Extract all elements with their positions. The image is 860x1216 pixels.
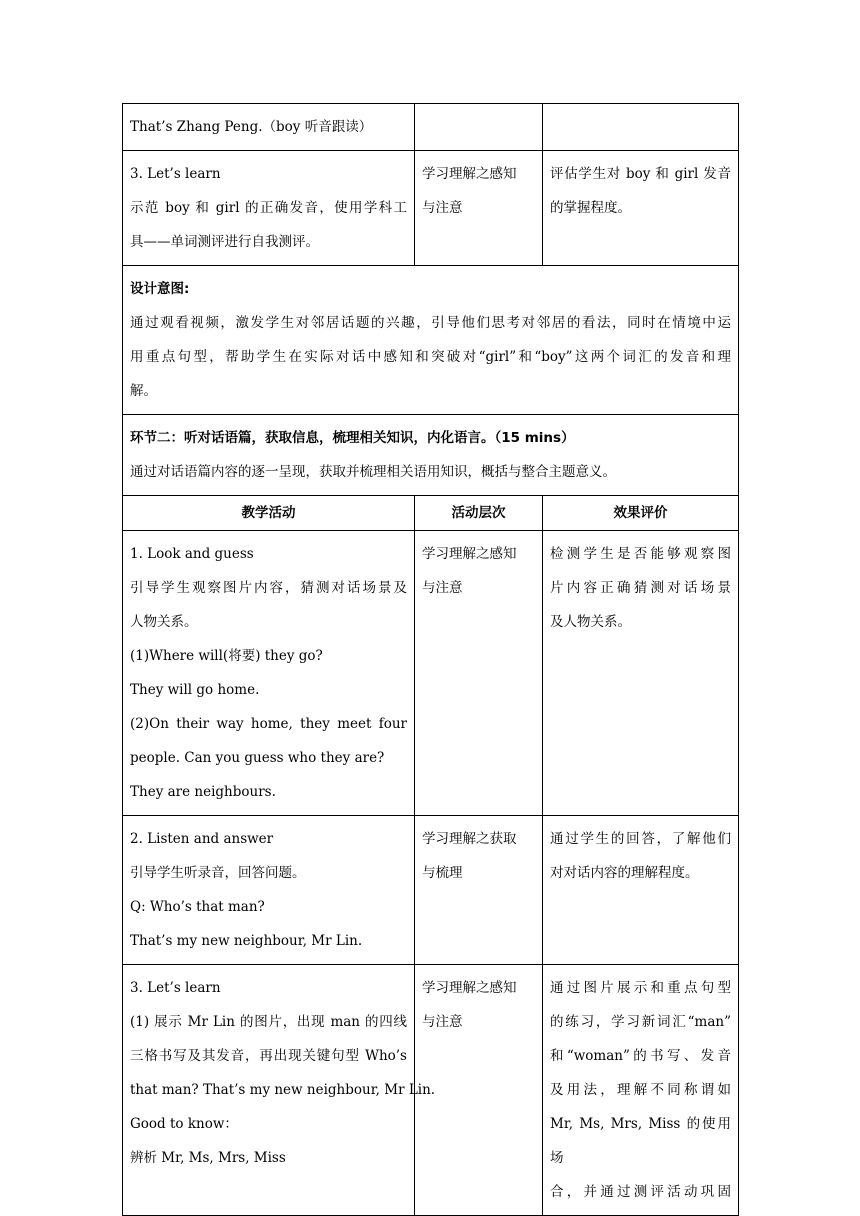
activity-cell — [123, 531, 415, 816]
cell-line: 及用法，理解不同称谓如 — [550, 1082, 731, 1098]
cell-line: 3. Let’s learn — [130, 980, 221, 996]
cell-line: 2. Listen and answer — [130, 831, 274, 847]
cell-line: 与注意 — [422, 200, 463, 216]
evaluation-cell — [543, 531, 739, 816]
level-cell — [415, 151, 543, 266]
cell-line: 片内容正确猜测对话场景 — [550, 580, 731, 596]
design-intent-line: 通过观看视频，激发学生对邻居话题的兴趣，引导他们思考对邻居的看法，同时在情境中运 — [130, 315, 731, 331]
table-row — [123, 104, 739, 151]
cell-line: 3. Let’s learn — [130, 166, 221, 182]
cell-line: 辨析 Mr, Ms, Mrs, Miss — [130, 1150, 286, 1166]
table-row — [123, 151, 739, 266]
cell-line: 引导学生观察图片内容，猜测对话场景及 — [130, 580, 407, 596]
table-row — [123, 531, 739, 816]
header-evaluation: 效果评价 — [543, 496, 739, 531]
cell-line: 学习理解之感知 — [422, 980, 517, 996]
evaluation-cell — [543, 965, 739, 1216]
table-row — [123, 415, 739, 496]
cell-line: 示范 boy 和 girl 的正确发音，使用学科工 — [130, 200, 407, 216]
evaluation-cell — [543, 104, 739, 151]
cell-line: 的掌握程度。 — [550, 200, 631, 216]
cell-line: 和“woman”的书写、发音 — [550, 1048, 731, 1064]
level-cell — [415, 104, 543, 151]
cell-line: (2)On their way home, they meet four — [130, 716, 407, 732]
cell-line: 人物关系。 — [130, 614, 198, 630]
cell-line: 具——单词测评进行自我测评。 — [130, 234, 319, 250]
activity-cell — [123, 816, 415, 965]
cell-line: Good to know： — [130, 1116, 238, 1132]
cell-line: 通过学生的回答，了解他们 — [550, 831, 731, 847]
header-activity-level: 活动层次 — [415, 496, 543, 531]
table-row — [123, 816, 739, 965]
table-header-row — [123, 496, 739, 531]
table-row — [123, 266, 739, 415]
cell-line: 与注意 — [422, 1014, 463, 1030]
cell-line: people. Can you guess who they are? — [130, 750, 385, 766]
cell-line: 学习理解之感知 — [422, 166, 517, 182]
design-intent-line: 解。 — [130, 383, 157, 399]
cell-line: 合，并通过测评活动巩固 — [550, 1184, 731, 1200]
cell-line: That’s Zhang Peng.（boy 听音跟读） — [130, 119, 373, 135]
evaluation-cell — [543, 816, 739, 965]
stage-title: 环节二：听对话语篇，获取信息，梳理相关知识，内化语言。（15 mins） — [130, 430, 575, 446]
cell-line: 三格书写及其发音，再出现关键句型 Who’s — [130, 1048, 407, 1064]
cell-line: 1. Look and guess — [130, 546, 254, 562]
cell-line: 与梳理 — [422, 865, 463, 881]
cell-line: 引导学生听录音，回答问题。 — [130, 865, 306, 881]
design-intent-title: 设计意图: — [130, 281, 190, 297]
stage-cell — [123, 415, 739, 496]
design-intent-line: 用重点句型，帮助学生在实际对话中感知和突破对“girl”和“boy”这两个词汇的发音和理 — [130, 349, 731, 365]
cell-line: (1)Where will(将要) they go? — [130, 648, 323, 664]
cell-line: 的练习，学习新词汇“man” — [550, 1014, 731, 1030]
cell-line: They are neighbours. — [130, 784, 276, 800]
table-row — [123, 965, 739, 1216]
activity-cell — [123, 965, 436, 1216]
cell-line: 评估学生对 boy 和 girl 发音 — [550, 166, 731, 182]
activity-cell — [123, 104, 415, 151]
header-teaching-activity: 教学活动 — [123, 496, 415, 531]
level-cell — [415, 816, 543, 965]
evaluation-cell — [543, 151, 739, 266]
cell-line: 与注意 — [422, 580, 463, 596]
stage-description: 通过对话语篇内容的逐一呈现，获取并梳理相关语用知识，概括与整合主题意义。 — [130, 464, 616, 480]
cell-line: 学习理解之获取 — [422, 831, 517, 847]
cell-line: Q: Who’s that man? — [130, 899, 265, 915]
cell-line: That’s my new neighbour, Mr Lin. — [130, 933, 363, 949]
lesson-plan-table — [122, 103, 739, 1216]
cell-line: 对对话内容的理解程度。 — [550, 865, 699, 881]
design-intent-cell — [123, 266, 739, 415]
cell-line: Mr, Ms, Mrs, Miss 的使用场 — [550, 1116, 731, 1166]
cell-line: 及人物关系。 — [550, 614, 631, 630]
cell-line: 学习理解之感知 — [422, 546, 517, 562]
cell-line: that man? That’s my new neighbour, Mr Lin. — [130, 1082, 436, 1098]
cell-line: (1) 展示 Mr Lin 的图片，出现 man 的四线 — [130, 1014, 407, 1030]
level-cell — [415, 531, 543, 816]
activity-cell — [123, 151, 415, 266]
cell-line: They will go home. — [130, 682, 260, 698]
cell-line: 通过图片展示和重点句型 — [550, 980, 731, 996]
cell-line: 检测学生是否能够观察图 — [550, 546, 731, 562]
